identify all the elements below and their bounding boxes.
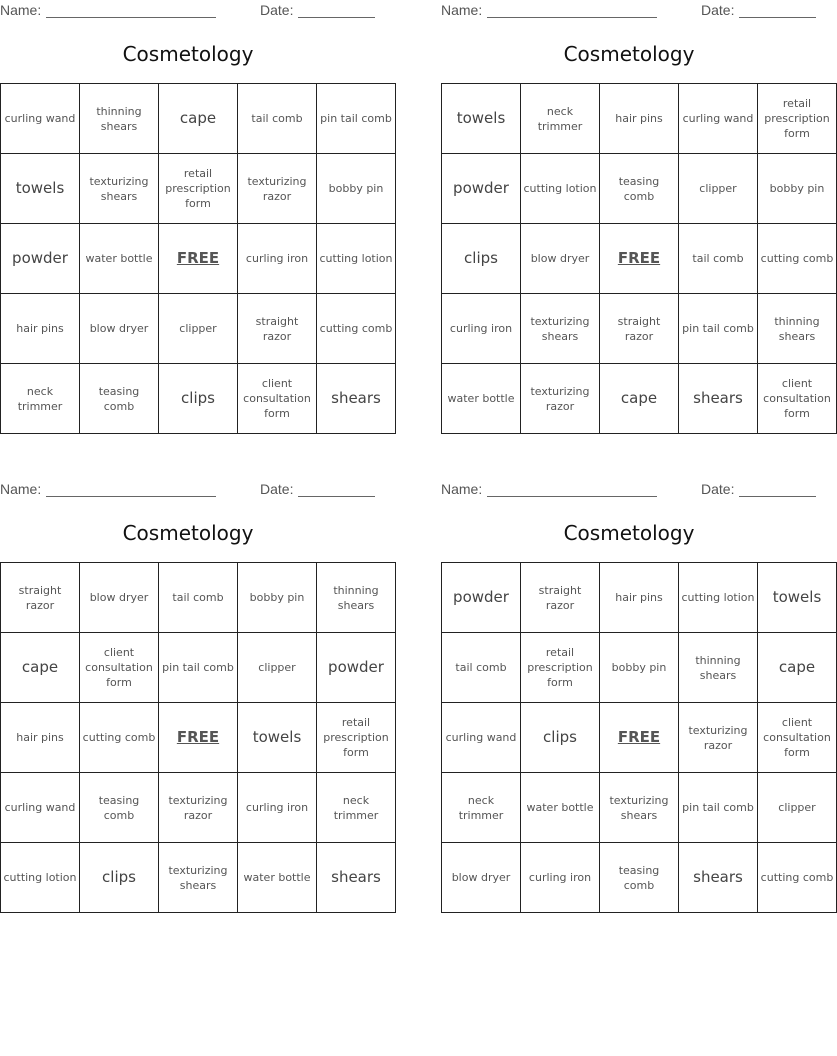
bingo-cell[interactable]: neck trimmer (317, 773, 396, 843)
bingo-row (442, 633, 837, 703)
bingo-cell[interactable]: straight razor (238, 294, 317, 364)
date-field-line[interactable] (298, 496, 375, 497)
bingo-cell[interactable]: texturizing shears (159, 843, 238, 913)
bingo-cell[interactable]: teasing comb (80, 364, 159, 434)
bingo-grid (441, 562, 837, 913)
bingo-cell[interactable]: hair pins (600, 84, 679, 154)
bingo-cell[interactable]: curling wand (679, 84, 758, 154)
bingo-cell[interactable]: clips (521, 703, 600, 773)
bingo-cell[interactable]: texturizing razor (238, 154, 317, 224)
bingo-cell[interactable]: cutting lotion (317, 224, 396, 294)
bingo-cell[interactable]: cape (600, 364, 679, 434)
bingo-row (1, 563, 396, 633)
bingo-cell[interactable]: powder (1, 224, 80, 294)
name-field-line[interactable] (46, 17, 216, 18)
bingo-cell[interactable]: powder (442, 154, 521, 224)
name-field-line[interactable] (46, 496, 216, 497)
bingo-cell[interactable]: cape (1, 633, 80, 703)
bingo-cell[interactable]: towels (758, 563, 837, 633)
card-title: Cosmetology (122, 42, 254, 66)
bingo-card (441, 0, 834, 440)
bingo-cell[interactable]: water bottle (442, 364, 521, 434)
bingo-cell[interactable]: texturizing shears (521, 294, 600, 364)
header-row (441, 481, 817, 499)
bingo-cell[interactable]: texturizing shears (600, 773, 679, 843)
bingo-row (1, 703, 396, 773)
bingo-cell[interactable]: thinning shears (758, 294, 837, 364)
bingo-cell[interactable]: client consultation form (238, 364, 317, 434)
bingo-cell[interactable]: retail prescription form (159, 154, 238, 224)
date-field-line[interactable] (739, 496, 816, 497)
card-title: Cosmetology (563, 42, 695, 66)
bingo-cell[interactable]: bobby pin (317, 154, 396, 224)
bingo-cell[interactable]: straight razor (1, 563, 80, 633)
name-label: Name: (0, 2, 42, 18)
name-label: Name: (0, 481, 42, 497)
bingo-cell[interactable]: shears (317, 364, 396, 434)
bingo-cell[interactable]: straight razor (521, 563, 600, 633)
bingo-cell[interactable]: shears (317, 843, 396, 913)
bingo-cell[interactable]: pin tail comb (679, 773, 758, 843)
bingo-cell[interactable]: bobby pin (758, 154, 837, 224)
bingo-cell[interactable]: water bottle (238, 843, 317, 913)
bingo-cell[interactable]: texturizing shears (80, 154, 159, 224)
bingo-row (442, 294, 837, 364)
free-space[interactable]: FREE (159, 224, 238, 294)
bingo-cell[interactable]: tail comb (159, 563, 238, 633)
bingo-cell[interactable]: retail prescription form (758, 84, 837, 154)
bingo-cell[interactable]: curling iron (442, 294, 521, 364)
bingo-row (1, 633, 396, 703)
bingo-cell[interactable]: cutting lotion (521, 154, 600, 224)
free-space[interactable]: FREE (600, 703, 679, 773)
bingo-cell[interactable]: towels (238, 703, 317, 773)
bingo-row (1, 154, 396, 224)
header-row (441, 2, 817, 20)
bingo-cell[interactable]: teasing comb (600, 154, 679, 224)
bingo-cell[interactable]: neck trimmer (1, 364, 80, 434)
bingo-card (0, 479, 389, 919)
bingo-cell[interactable]: teasing comb (80, 773, 159, 843)
bingo-cell[interactable]: client consultation form (758, 703, 837, 773)
bingo-cell[interactable]: bobby pin (600, 633, 679, 703)
bingo-cell[interactable]: thinning shears (679, 633, 758, 703)
name-label: Name: (441, 481, 483, 497)
bingo-cell[interactable]: towels (442, 84, 521, 154)
bingo-cell[interactable]: curling wand (442, 703, 521, 773)
card-title: Cosmetology (563, 521, 695, 545)
bingo-cell[interactable]: teasing comb (600, 843, 679, 913)
bingo-row (1, 843, 396, 913)
bingo-cell[interactable]: tail comb (238, 84, 317, 154)
bingo-cell[interactable]: neck trimmer (442, 773, 521, 843)
date-label: Date: (701, 2, 735, 18)
bingo-cell[interactable]: neck trimmer (521, 84, 600, 154)
bingo-row (1, 364, 396, 434)
bingo-cell[interactable]: bobby pin (238, 563, 317, 633)
name-field-line[interactable] (487, 496, 657, 497)
free-space[interactable]: FREE (600, 224, 679, 294)
bingo-cell[interactable]: hair pins (600, 563, 679, 633)
bingo-grid (441, 83, 837, 434)
bingo-cell[interactable]: shears (679, 364, 758, 434)
bingo-row (1, 224, 396, 294)
header-row (0, 2, 376, 20)
bingo-cell[interactable]: water bottle (521, 773, 600, 843)
bingo-cell[interactable]: clips (442, 224, 521, 294)
bingo-cell[interactable]: blow dryer (521, 224, 600, 294)
bingo-row (442, 224, 837, 294)
card-title: Cosmetology (122, 521, 254, 545)
name-label: Name: (441, 2, 483, 18)
bingo-row (442, 84, 837, 154)
date-label: Date: (701, 481, 735, 497)
bingo-cell[interactable]: thinning shears (317, 563, 396, 633)
bingo-cell[interactable]: curling iron (521, 843, 600, 913)
bingo-cell[interactable]: shears (679, 843, 758, 913)
header-row (0, 481, 376, 499)
bingo-cell[interactable]: texturizing razor (159, 773, 238, 843)
bingo-cell[interactable]: cutting comb (758, 224, 837, 294)
bingo-cell[interactable]: curling iron (238, 224, 317, 294)
bingo-cell[interactable]: curling wand (1, 773, 80, 843)
bingo-card (441, 479, 834, 919)
bingo-cell[interactable]: clipper (159, 294, 238, 364)
bingo-cell[interactable]: cutting lotion (1, 843, 80, 913)
bingo-row (442, 563, 837, 633)
bingo-cell[interactable]: cutting lotion (679, 563, 758, 633)
bingo-cell[interactable]: straight razor (600, 294, 679, 364)
bingo-cell[interactable]: tail comb (679, 224, 758, 294)
bingo-cell[interactable]: curling wand (1, 84, 80, 154)
bingo-cell[interactable]: clipper (679, 154, 758, 224)
bingo-row (1, 294, 396, 364)
bingo-cell[interactable]: cutting comb (80, 703, 159, 773)
bingo-cell[interactable]: retail prescription form (317, 703, 396, 773)
free-space[interactable]: FREE (159, 703, 238, 773)
bingo-cell[interactable]: hair pins (1, 703, 80, 773)
bingo-cell[interactable]: cutting comb (317, 294, 396, 364)
date-label: Date: (260, 2, 294, 18)
bingo-cell[interactable]: clips (159, 364, 238, 434)
bingo-row (442, 773, 837, 843)
bingo-cell[interactable]: pin tail comb (317, 84, 396, 154)
bingo-cell[interactable]: clipper (238, 633, 317, 703)
bingo-row (442, 703, 837, 773)
bingo-cell[interactable]: cape (758, 633, 837, 703)
bingo-cell[interactable]: curling iron (238, 773, 317, 843)
bingo-cell[interactable]: blow dryer (80, 563, 159, 633)
bingo-cell[interactable]: powder (317, 633, 396, 703)
bingo-cell[interactable]: clips (80, 843, 159, 913)
bingo-cell[interactable]: texturizing razor (521, 364, 600, 434)
date-field-line[interactable] (298, 17, 375, 18)
bingo-cell[interactable]: thinning shears (80, 84, 159, 154)
date-label: Date: (260, 481, 294, 497)
bingo-row (442, 843, 837, 913)
date-field-line[interactable] (739, 17, 816, 18)
bingo-card (0, 0, 393, 440)
bingo-cell[interactable]: retail prescription form (521, 633, 600, 703)
bingo-cell[interactable]: blow dryer (442, 843, 521, 913)
bingo-cell[interactable]: cape (159, 84, 238, 154)
bingo-cell[interactable]: pin tail comb (159, 633, 238, 703)
bingo-cell[interactable]: towels (1, 154, 80, 224)
bingo-cell[interactable]: powder (442, 563, 521, 633)
bingo-row (1, 773, 396, 843)
name-field-line[interactable] (487, 17, 657, 18)
bingo-row (442, 364, 837, 434)
bingo-row (1, 84, 396, 154)
bingo-cell[interactable]: blow dryer (80, 294, 159, 364)
bingo-grid (0, 83, 396, 434)
bingo-row (442, 154, 837, 224)
bingo-cell[interactable]: water bottle (80, 224, 159, 294)
bingo-grid (0, 562, 396, 913)
bingo-cell[interactable]: hair pins (1, 294, 80, 364)
bingo-cell[interactable]: client consultation form (758, 364, 837, 434)
bingo-cell[interactable]: client consultation form (80, 633, 159, 703)
bingo-cell[interactable]: tail comb (442, 633, 521, 703)
bingo-cell[interactable]: clipper (758, 773, 837, 843)
bingo-cell[interactable]: cutting comb (758, 843, 837, 913)
bingo-cell[interactable]: texturizing razor (679, 703, 758, 773)
bingo-cell[interactable]: pin tail comb (679, 294, 758, 364)
